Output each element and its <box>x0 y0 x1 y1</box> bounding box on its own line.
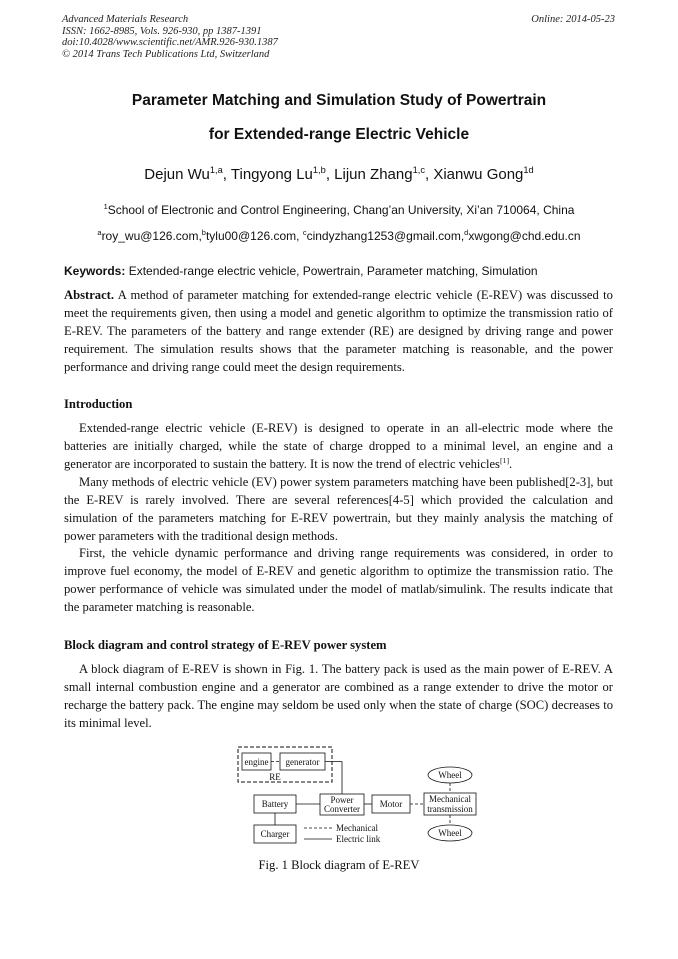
online-date: Online: 2014-05-23 <box>531 14 615 25</box>
affiliation-text: School of Electronic and Control Engineering, Chang’an University, Xi’an 710064, China <box>107 203 575 217</box>
intro-paragraph-2: Many methods of electric vehicle (EV) power system parameters matching have been published[2-3], but the E-REV is rarely involved. There are several references[4-5] which provided the calculation and simulation of the parameters matching for E-REV powertrain, but they mainly analysis the matching of power parameters with the traditional design methods. <box>64 475 613 543</box>
legend-mechanical-label: Mechanical <box>336 823 378 833</box>
affiliation-mark: 1 <box>103 202 108 211</box>
author-name: Lijun Zhang <box>334 166 413 183</box>
citation-ref: [1] <box>499 455 510 465</box>
battery-label: Battery <box>261 799 289 809</box>
block-diagram-heading: Block diagram and control strategy of E-REV power system <box>64 638 387 652</box>
intro-paragraph-3: First, the vehicle dynamic performance and driving range requirements was considered, in order to improve fuel economy, the model of E-REV and genetic algorithm to optimize the transmission ratio. The power performance of vehicle was simulated under the model of matlab/simulink. The results indicate that the parameter matching is reasonable. <box>64 546 613 614</box>
figure-caption: Fig. 1 Block diagram of E-REV <box>258 858 420 872</box>
block-diagram-figure <box>236 745 476 845</box>
author-emails <box>0 229 678 243</box>
email-mark: b <box>201 228 206 237</box>
paper-title-line-2: for Extended-range Electric Vehicle <box>208 126 470 143</box>
paper-title-line-1: Parameter Matching and Simulation Study of Powertrain <box>131 92 547 109</box>
email-mark: c <box>302 228 307 237</box>
power-converter-label-1: Power <box>330 795 354 805</box>
email-mark: d <box>464 228 469 237</box>
journal-header <box>62 14 615 60</box>
keywords-text: Extended-range electric vehicle, Powertrain, Parameter matching, Simulation <box>128 264 538 278</box>
author-name: Dejun Wu <box>144 166 210 183</box>
doi-line: doi:10.4028/www.scientific.net/AMR.926-930.1387 <box>62 37 278 48</box>
range-extender-label: RE <box>269 772 281 782</box>
mech-trans-label-2: transmission <box>427 804 473 814</box>
generator-label: generator <box>285 757 320 767</box>
author-affil-mark: 1d <box>523 165 534 175</box>
wheel-top-label: Wheel <box>438 770 462 780</box>
engine-label: engine <box>244 757 269 767</box>
author-list: Dejun Wu$^{1,a}$, Tingyong Lu$^{1,b}$, Lijun Zhang$^{1,c}$, Xianwu Gong$^{1d}$ <box>144 165 534 183</box>
charger-label: Charger <box>260 829 290 839</box>
email-link[interactable]: tylu00@126.com, <box>205 229 303 243</box>
author-name: Tingyong Lu <box>230 166 313 183</box>
keywords-label: Keywords: <box>64 264 126 278</box>
email-mark: a <box>97 228 102 237</box>
mech-trans-label-1: Mechanical <box>429 794 471 804</box>
power-converter-label-2: Converter <box>324 804 360 814</box>
intro-paragraph-1 <box>64 420 613 474</box>
author-affil-mark: 1,c <box>412 165 425 175</box>
keywords <box>64 264 614 278</box>
abstract <box>64 287 613 377</box>
intro-p1-text: Extended-range electric vehicle (E-REV) is designed to operate in an all-electric mode where the batteries are initially charged, while the state of charge dropped to a minimal level, an engine and a generator are incorporated to sustain the battery. It is now the trend of electric vehicles <box>64 421 613 471</box>
author-affil-mark: 1,b <box>312 165 326 175</box>
email-link[interactable]: roy_wu@126.com, <box>101 229 202 243</box>
author-affil-mark: 1,a <box>209 165 223 175</box>
motor-label: Motor <box>379 799 403 809</box>
block-diagram-paragraph: A block diagram of E-REV is shown in Fig. 1. The battery pack is used as the main power of E-REV. A small internal combustion engine and a generator are combined as a range extender to drive the motor or recharge the battery pack. The engine may seldom be used only when the state of charge (SOC) decreases to its minimal level. <box>64 662 613 730</box>
legend-electric-label: Electric link <box>336 834 381 844</box>
author-name: Xianwu Gong <box>433 166 524 183</box>
affiliation <box>0 203 678 217</box>
abstract-text: A method of parameter matching for extended-range electric vehicle (E-REV) was discussed to meet the requirements given, then using a model and genetic algorithm to optimize the transmission ratio of E-REV. The parameters of the battery and range extender (RE) are designed by driving range and power requirement. The simulation results shows that the parameter matching is reasonable, and the power performance and driving range could meet the design requirements. <box>64 288 613 374</box>
abstract-label: Abstract. <box>64 288 115 302</box>
journal-name: Advanced Materials Research <box>62 14 189 25</box>
copyright-line: © 2014 Trans Tech Publications Ltd, Switzerland <box>62 48 270 60</box>
email-link[interactable]: cindyzhang1253@gmail.com, <box>306 229 465 243</box>
email-link[interactable]: xwgong@chd.edu.cn <box>468 229 581 243</box>
wheel-bottom-label: Wheel <box>438 828 462 838</box>
block-diagram-svg <box>236 745 476 845</box>
introduction-heading: Introduction <box>64 397 133 411</box>
intro-p1-end: . <box>509 456 513 471</box>
issn-line: ISSN: 1662-8985, Vols. 926-930, pp 1387-1391 <box>62 25 262 37</box>
